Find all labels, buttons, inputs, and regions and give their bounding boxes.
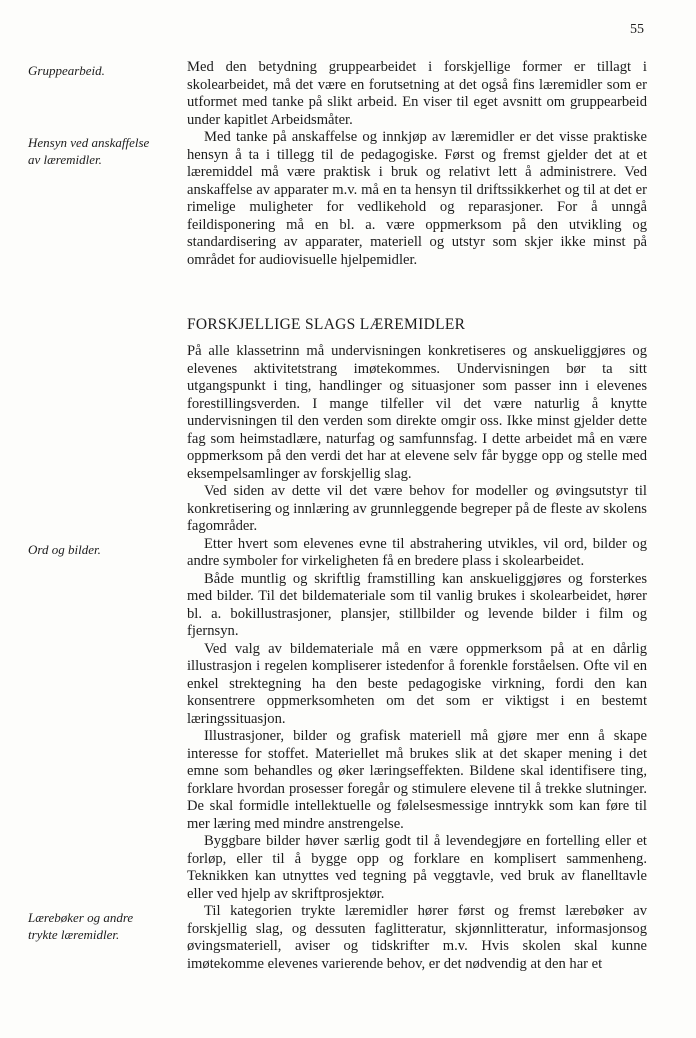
paragraph: Til kategorien trykte læremidler hører først og fremst lærebøker av forskjellig slag, og dessuten faglitteratur, skjønnlitteratur, informasjonsog øvingsmateriell, aviser og tidskrifter m.v. Hvis skolen skal kunne imøtekomme elevenes varierende behov, er det nødvendig at den har et — [187, 903, 647, 972]
intro-text-block — [187, 59, 647, 269]
paragraph: Ved valg av bildemateriale må en være oppmerksom på at en dårlig illustrasjon i regelen kompliserer istedenfor å forenkle forståelsen. Ofte vil en enkel strektegning ha den beste pedagogiske virkning, fordi den kan konsentrere oppmerksomheten om det som er viktigst i en bestemt læringssituasjon. — [187, 640, 647, 727]
margin-note-laereboker — [28, 909, 173, 943]
margin-note-hensyn — [28, 134, 173, 168]
paragraph: Med tanke på anskaffelse og innkjøp av læremidler er det visse praktiske hensyn å ta i tillegg til de pedagogiske. Først og fremst gjelder det at et læremiddel må være praktisk i bruk og relativt lett å administrere. Ved anskaffelse av apparater m.v. må en ta hensyn til driftssikkerhet og til at det er rimelige muligheter for vedlikehold og reparasjoner. For å unngå feildisponering må en bl. a. være oppmerksom på den utvikling og standardisering av apparater, materiell og utstyr som skjer ikke minst på området for audiovisuelle hjelpemidler. — [187, 129, 647, 268]
margin-note-ord-og-bilder: Ord og bilder. — [28, 542, 101, 557]
paragraph: Ved siden av dette vil det være behov for modeller og øvingsutstyr til konkretisering og innlæring av grunnleggende begreper på de fleste av skolens fagområder. — [187, 483, 647, 534]
paragraph: Både muntlig og skriftlig framstilling kan anskueliggjøres og forsterkes med bilder. Til det bildemateriale som til vanlig brukes i skolearbeidet, hører bl. a. bokillustrasjoner, plansjer, stillbilder og levende bilder i film og fjernsyn. — [187, 570, 647, 639]
margin-note-hensyn-line-1: Hensyn ved anskaffelse — [28, 135, 150, 150]
paragraph: Illustrasjoner, bilder og grafisk materiell må gjøre mer enn å skape interesse for stoffet. Materiellet må brukes slik at det skaper mening i det emne som behandles og øker læringseffekten. Bildene skal identifisere ting, forklare hvordan prosesser foregår og stimulere elevene til å trekke slutninger. De skal formidle intellektuelle og følelsesmessige inntrykk som kan føre til mer læring med mindre anstrengelse. — [187, 728, 647, 832]
margin-note-gruppearbeid: Gruppearbeid. — [28, 63, 105, 78]
section-text-block — [187, 343, 647, 973]
section-heading: FORSKJELLIGE SLAGS LÆREMIDLER — [187, 316, 466, 333]
paragraph: På alle klassetrinn må undervisningen konkretiseres og anskueliggjøres og elevenes aktivitetstrang imøtekommes. Undervisningen bør ta sitt utgangspunkt i ting, handlinger og situasjoner som passer inn i elevenes forestillingsverden. I mange tilfeller vil det være naturlig å knytte undervisningen til den verden som direkte omgir oss. Ikke minst gjelder dette fag som heimstadlære, naturfag og samfunnsfag. I dette arbeidet må en være oppmerksom på den verdi det har at elevene selv får bygge opp og stelle med eksempelsamlinger av forskjellig slag. — [187, 343, 647, 482]
margin-note-laereboker-line-2: trykte læremidler. — [28, 927, 120, 942]
paragraph: Byggbare bilder høver særlig godt til å levendegjøre en fortelling eller et forløp, eller til å bygge opp og forklare en komplisert sammenheng. Teknikken kan utnyttes ved tegning på veggtavle, ved bruk av flanelltavle eller ved hjelp av skriftprosjektør. — [187, 833, 647, 902]
margin-note-laereboker-line-1: Lærebøker og andre — [28, 910, 134, 925]
margin-note-hensyn-line-2: av læremidler. — [28, 152, 102, 167]
paragraph: Med den betydning gruppearbeidet i forskjellige former er tillagt i skolearbeidet, må det være en forutsetning at det også fins læremidler som er utformet med tanke på slikt arbeid. En viser til eget avsnitt om gruppearbeid under kapitlet Arbeidsmåter. — [187, 59, 647, 128]
page-number: 55 — [630, 22, 644, 37]
paragraph: Etter hvert som elevenes evne til abstrahering utvikles, vil ord, bilder og andre symboler for virkeligheten få en bredere plass i skolearbeidet. — [187, 535, 647, 569]
